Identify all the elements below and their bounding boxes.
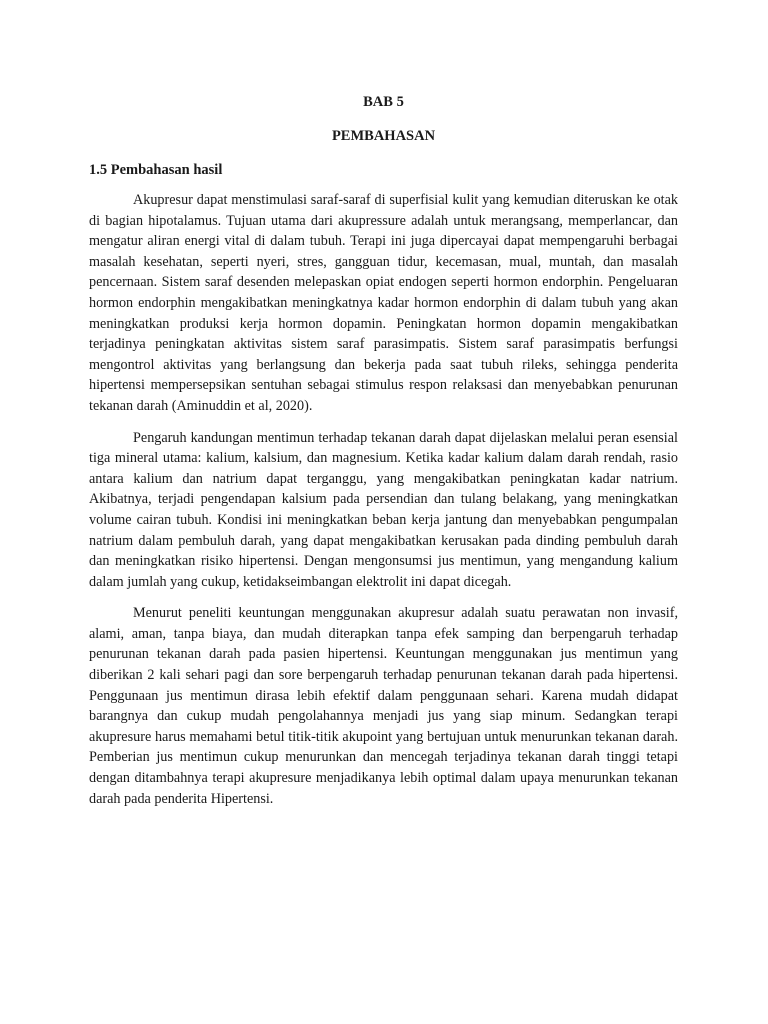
section-heading: 1.5 Pembahasan hasil — [89, 162, 223, 178]
chapter-title: PEMBAHASAN — [331, 128, 436, 144]
chapter-label: BAB 5 — [363, 94, 404, 110]
paragraph-cucumber: Pengaruh kandungan mentimun terhadap tekanan darah dapat dijelaskan melalui peran esensial tiga mineral utama: kalium, kalsium, dan magnesium. Ketika kadar kalium dalam darah rendah, rasio antara kalium dan natrium dapat terganggu, yang mengakibatkan peningkatan kadar natrium. Akibatnya, terjadi pengendapan kalsium pada persendian dan tulang belakang, yang meningkatkan volume cairan tubuh. Kondisi ini meningkatkan beban kerja jantung dan menyebabkan pengumpalan natrium dalam pembuluh darah, yang dapat mengakibatkan kerusakan pada dinding pembuluh darah dan meningkatkan risiko hipertensi. Dengan mengonsumsi jus mentimun, yang mengandung kalium dalam jumlah yang cukup, ketidakseimbangan elektrolit ini dapat dicegah. — [89, 429, 678, 590]
document-page — [89, 92, 678, 809]
paragraph-researcher-opinion: Menurut peneliti keuntungan menggunakan akupresur adalah suatu perawatan non invasif, alami, aman, tanpa biaya, dan mudah diterapkan tanpa efek samping dan berpengaruh terhadap penurunan tekanan darah pada pasien hipertensi. Keuntungan menggunakan jus mentimun yang diberikan 2 kali sehari pagi dan sore berpengaruh terhadap penurunan tekanan darah pada hipertensi. Penggunaan jus mentimun dirasa lebih efektif dalam penggunaan sehari. Karena mudah didapat barangnya dan cukup mudah pengolahannya menjadi jus yang siap minum. Sedangkan terapi akupresure harus memahami betul titik-titik akupoint yang bertujuan untuk menurunkan tekanan darah. Pemberian jus mentimun cukup menurunkan dan mencegah terjadinya tekanan darah tinggi tetapi dengan ditambahnya terapi akupresure menjadikanya lebih optimal dalam upaya menurunkan tekanan darah pada penderita Hipertensi. — [89, 605, 678, 807]
paragraph-acupressure: Akupresur dapat menstimulasi saraf-saraf di superfisial kulit yang kemudian diteruskan ke otak di bagian hipotalamus. Tujuan utama dari akupressure adalah untuk merangsang, memperlancar, dan mengatur aliran energi vital di dalam tubuh. Terapi ini juga dipercayai dapat mempengaruhi berbagai masalah kesehatan, seperti nyeri, stres, gangguan tidur, kecemasan, mual, muntah, dan masalah pencernaan. Sistem saraf desenden melepaskan opiat endogen seperti hormon endorphin. Pengeluaran hormon endorphin mengakibatkan meningkatnya kadar hormon endorphin di dalam tubuh yang akan meningkatkan produksi kerja hormon dopamin. Peningkatan hormon dopamin mengakibatkan terjadinya peningkatan aktivitas sistem saraf parasimpatis. Sistem saraf parasimpatis berfungsi mengontrol aktivitas yang berlangsung dan bekerja pada saat tubuh rileks, sehingga penderita hipertensi mempersepsikan sentuhan sebagai stimulus respon relaksasi dan menyebabkan penurunan tekanan darah (Aminuddin et al, 2020). — [89, 192, 678, 414]
